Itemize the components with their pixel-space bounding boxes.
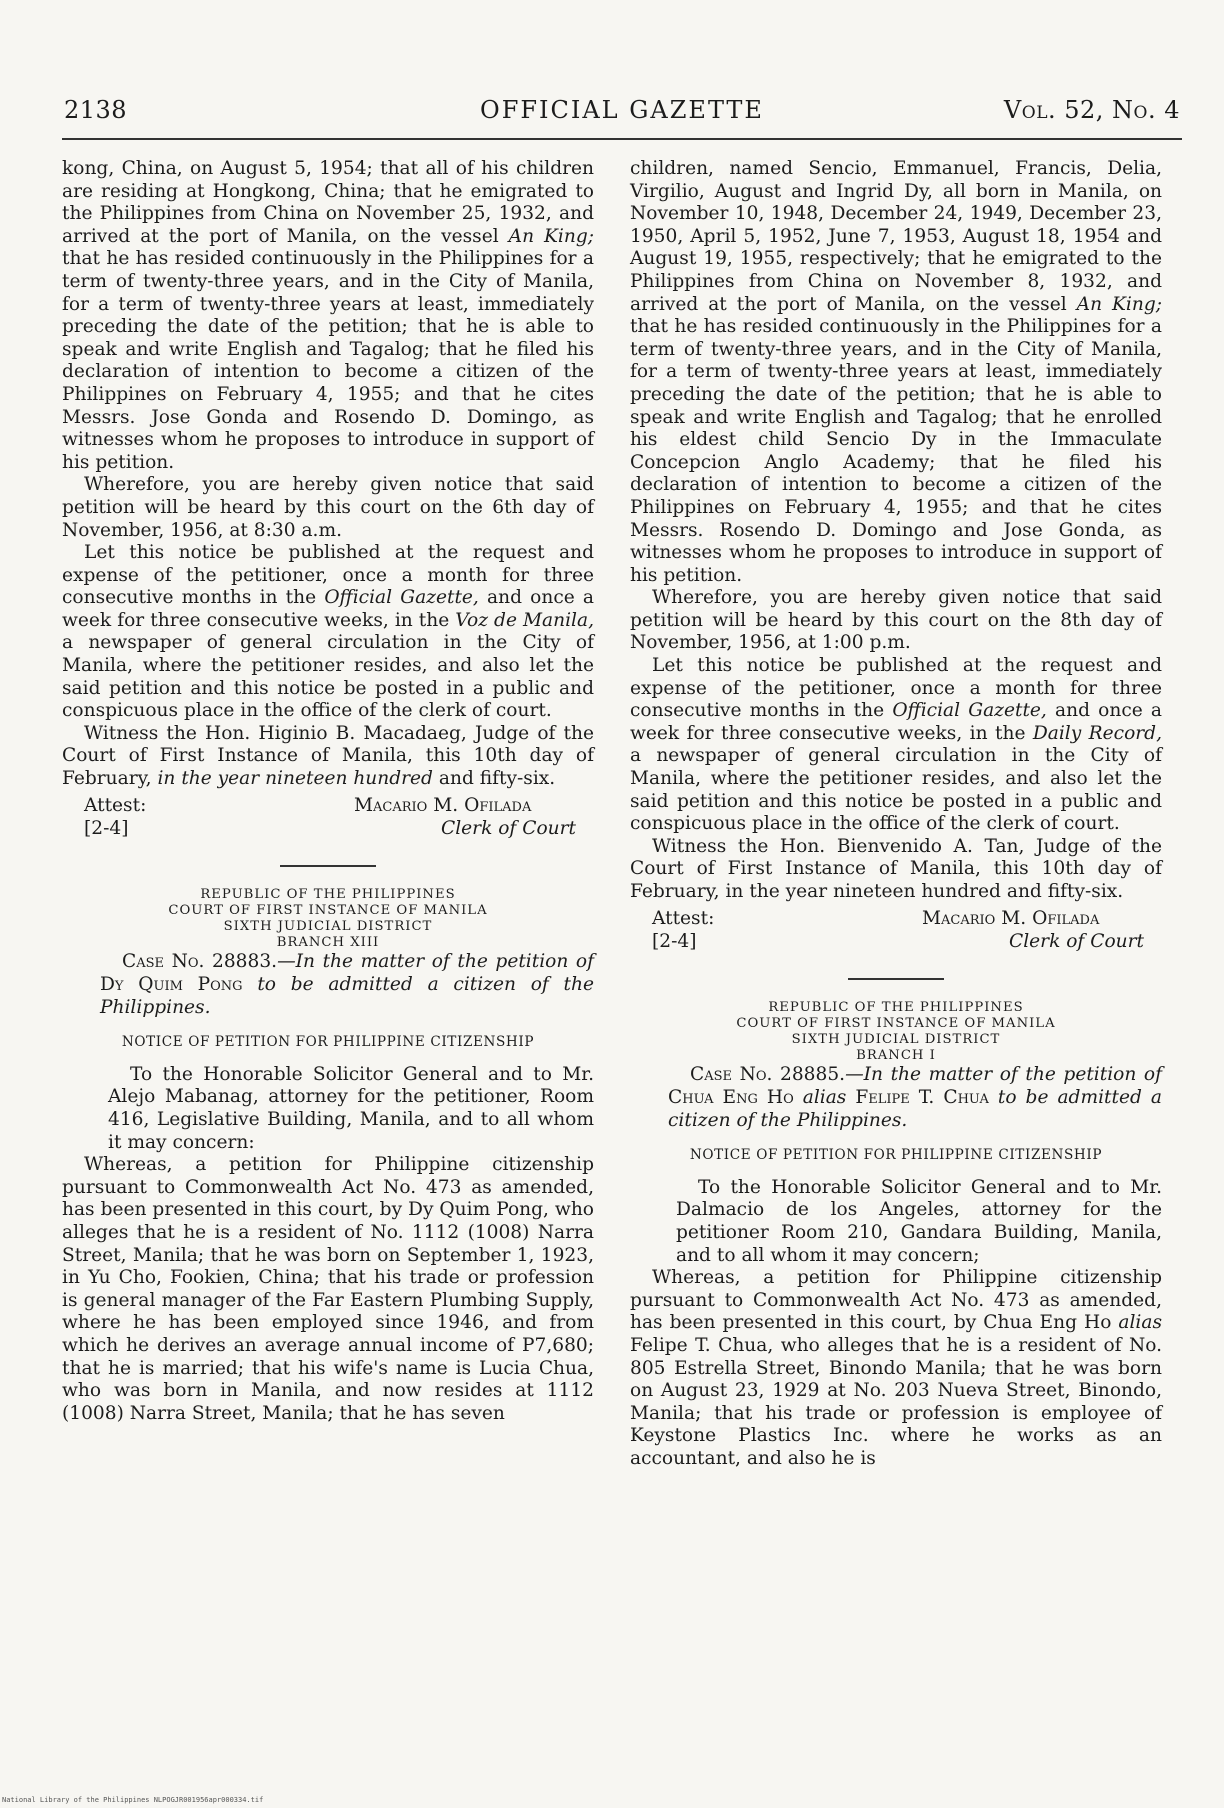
- page-number: 2138: [64, 96, 128, 124]
- clerk-title: Clerk of Court: [441, 817, 576, 839]
- paragraph: Wherefore, you are hereby given notice that said petition will be heard by this court on the 8th day of November, 1956, at 1:00 p.m.: [630, 587, 1162, 654]
- addressee: To the Honorable Solicitor General and to Mr. Alejo Mabanag, attorney for the petitioner, Room 416, Legislative Building, Manila, and to all whom it may concern:: [108, 1063, 594, 1153]
- volume-number: Vol. 52, No. 4: [1003, 96, 1180, 124]
- paragraph: Let this notice be published at the request and expense of the petitioner, once a month for three consecutive months in the Official Gazette, and once a week for three consecutive weeks, in the Daily Record, a newspaper of general circulation in the City of Manila, where the petitioner resides, and also let the said petition and this notice be posted in a public and conspicuous place in the office of the clerk of court.: [630, 655, 1163, 835]
- paragraph: Let this notice be published at the request and expense of the petitioner, once a month for three consecutive months in the Official Gazette, and once a week for three consecutive weeks, in the Voz de Manila, a newspaper of general circulation in the City of Manila, where the petitioner resides, and also let the said petition and this notice be posted in a public and conspicuous place in the office of the clerk of court.: [62, 542, 595, 722]
- notice-heading: NOTICE OF PETITION FOR PHILIPPINE CITIZENSHIP: [121, 1034, 535, 1051]
- notice-heading: NOTICE OF PETITION FOR PHILIPPINE CITIZENSHIP: [689, 1147, 1103, 1164]
- attest-reference: [2-4]: [652, 930, 697, 952]
- publication-title: OFFICIAL GAZETTE: [480, 96, 764, 124]
- attest-reference: [2-4]: [84, 817, 129, 839]
- addressee: To the Honorable Solicitor General and to Mr. Dalmacio de los Angeles, attorney for the petitioner Room 210, Gandara Building, Manila, and to all whom it may concern;: [676, 1176, 1162, 1266]
- section-divider: [848, 978, 944, 980]
- case-title: Case No. 28885.—In the matter of the petition of Chua Eng Ho alias Felipe T. Chua to be admitted a citizen of the Philippines.: [668, 1064, 1162, 1131]
- paragraph: children, named Sencio, Emmanuel, Francis, Delia, Virgilio, August and Ingrid Dy, all born in Manila, on November 10, 1948, December 24, 1949, December 23, 1950, April 5, 1952, June 7, 1953, August 18, 1954 and August 19, 1955, respectively; that he emigrated to the Philippines from China on November 8, 1932, and arrived at the port of Manila, on the vessel An King; that he has resided continuously in the Philippines for a term of twenty-three years, and in the City of Manila, for a term of twenty-three years at least, immediately preceding the date of the petition; that he is able to speak and write English and Tagalog; that he enrolled his eldest child Sencio Dy in the Immaculate Concepcion Anglo Academy; that he filed his declaration of intention to become a citizen of the Philippines on February 4, 1955; and that he cites Messrs. Rosendo D. Domingo and Jose Gonda, as witnesses whom he proposes to introduce in support of his petition.: [630, 158, 1163, 586]
- left-column: [62, 158, 594, 1425]
- clerk-name: Macario M. Ofilada: [354, 794, 532, 816]
- scan-footer: National Library of the Philippines NLPOGJR001956apr000334.tif: [2, 1796, 264, 1804]
- right-column: [630, 158, 1162, 1471]
- paragraph: kong, China, on August 5, 1954; that all of his children are residing at Hongkong, China; that he emigrated to the Philippines from China on November 25, 1932, and arrived at the port of Manila, on the vessel An King; that he has resided continuously in the Philippines for a term of twenty-three years, and in the City of Manila, for a term of twenty-three years at least, immediately preceding the date of the petition; that he is able to speak and write English and Tagalog; that he filed his declaration of intention to become a citizen of the Philippines on February 4, 1955; and that he cites Messrs. Jose Gonda and Rosendo D. Domingo, as witnesses whom he proposes to introduce in support of his petition.: [62, 158, 594, 473]
- case-title: Case No. 28883.—In the matter of the petition of Dy Quim Pong to be admitted a citizen of the Philippines.: [100, 951, 595, 1018]
- attest-block: [62, 795, 594, 841]
- attest-label: Attest:: [652, 907, 715, 929]
- paragraph: Wherefore, you are hereby given notice that said petition will be heard by this court on the 6th day of November, 1956, at 8:30 a.m.: [62, 474, 594, 541]
- page-header: [64, 96, 1180, 130]
- paragraph: Witness the Hon. Higinio B. Macadaeg, Judge of the Court of First Instance of Manila, this 10th day of February, in the year nineteen hundred and fifty-six.: [62, 722, 594, 790]
- clerk-name: Macario M. Ofilada: [922, 907, 1100, 929]
- attest-block: [630, 908, 1162, 954]
- court-heading: REPUBLIC OF THE PHILIPPINES COURT OF FIRST INSTANCE OF MANILA SIXTH JUDICIAL DISTRICT BRANCH I: [736, 999, 1056, 1064]
- paragraph: Whereas, a petition for Philippine citizenship pursuant to Commonwealth Act No. 473 as amended, has been presented in this court, by Dy Quim Pong, who alleges that he is a resident of No. 1112 (1008) Narra Street, Manila; that he was born on September 1, 1923, in Yu Cho, Fookien, China; that his trade or profession is general manager of the Far Eastern Plumbing Supply, where he has been employed since 1946, and from which he derives an average annual income of P7,680; that he is married; that his wife's name is Lucia Chua, who was born in Manila, and now resides at 1112 (1008) Narra Street, Manila; that he has seven: [62, 1154, 594, 1424]
- paragraph: Witness the Hon. Bienvenido A. Tan, Judge of the Court of First Instance of Manila, this 10th day of February, in the year nineteen hundred and fifty-six.: [630, 835, 1162, 902]
- header-rule: [62, 138, 1182, 140]
- court-heading: REPUBLIC OF THE PHILIPPINES COURT OF FIRST INSTANCE OF MANILA SIXTH JUDICIAL DISTRICT BRANCH XIII: [168, 886, 488, 951]
- paragraph: Whereas, a petition for Philippine citizenship pursuant to Commonwealth Act No. 473 as amended, has been presented in this court, by Chua Eng Ho alias Felipe T. Chua, who alleges that he is a resident of No. 805 Estrella Street, Binondo Manila; that he was born on August 23, 1929 at No. 203 Nueva Street, Binondo, Manila; that his trade or profession is employee of Keystone Plastics Inc. where he works as an accountant, and also he is: [630, 1267, 1162, 1469]
- attest-label: Attest:: [84, 794, 147, 816]
- section-divider: [280, 865, 376, 867]
- clerk-title: Clerk of Court: [1009, 930, 1144, 952]
